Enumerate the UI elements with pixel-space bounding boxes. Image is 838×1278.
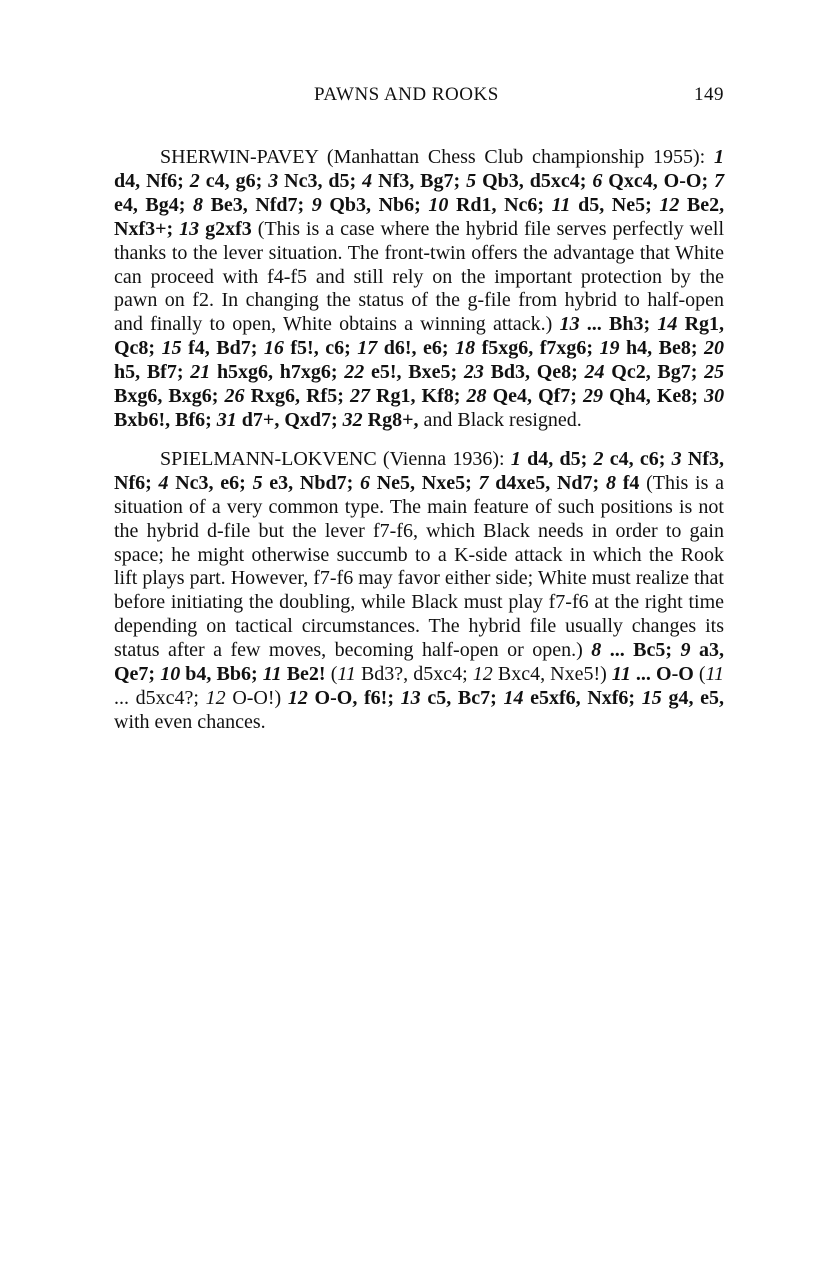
move-notation: ... O-O — [635, 663, 694, 686]
move-number: 11 — [262, 663, 282, 686]
prose-text: ( — [325, 663, 338, 686]
move-number: 20 — [704, 337, 725, 360]
prose-text — [472, 472, 479, 494]
move-number: 7 — [714, 169, 725, 192]
prose-text — [185, 194, 193, 216]
move-notation: c4, g6; — [205, 169, 263, 192]
move-number: 5 — [466, 169, 477, 192]
move-notation: e3, Nbd7; — [269, 471, 354, 494]
move-notation: d4xe5, Nd7; — [495, 471, 600, 494]
prose-text: with even chances. — [114, 710, 266, 733]
move-notation: e4, Bg4; — [114, 193, 186, 216]
move-number: 31 — [216, 408, 237, 431]
move-notation: Nf3, Nf6; — [114, 447, 725, 494]
move-number: 7 — [478, 471, 489, 494]
prose-text — [448, 194, 456, 216]
prose-text: Bd3?, d5xc4; — [355, 663, 473, 686]
move-number: 26 — [224, 385, 245, 408]
move-number: 3 — [671, 447, 682, 470]
prose-text — [601, 639, 609, 661]
prose-text — [304, 194, 312, 216]
move-number: 14 — [657, 313, 678, 336]
move-notation: f5!, c6; — [290, 337, 351, 360]
variation-move-number: 11 — [337, 663, 356, 686]
move-notation: g2xf3 — [205, 217, 252, 240]
move-number: 16 — [263, 337, 284, 360]
move-number: 18 — [455, 337, 476, 360]
prose-text — [203, 194, 211, 216]
prose-text — [394, 687, 401, 709]
move-number: 30 — [704, 385, 725, 408]
move-number: 5 — [252, 471, 263, 494]
game-paragraph-spielmann-lokvenc — [114, 448, 724, 735]
running-title: PAWNS AND ROOKS — [314, 84, 499, 105]
move-number: 8 — [605, 471, 616, 494]
variation-move-number: 12 — [205, 686, 226, 709]
move-notation: b4, Bb6; — [185, 663, 258, 686]
move-notation: Rg1, Kf8; — [376, 385, 461, 408]
move-notation: d5, Ne5; — [578, 193, 652, 216]
move-notation: Rxg6, Rf5; — [250, 385, 344, 408]
move-number: 23 — [463, 361, 484, 384]
move-number: 8 — [591, 639, 602, 662]
prose-text — [484, 361, 491, 383]
move-notation: Be2, Nxf3+; — [114, 193, 725, 240]
prose-text — [308, 687, 315, 709]
move-number: 6 — [592, 169, 603, 192]
move-notation: c4, c6; — [609, 447, 666, 470]
move-notation: f4, Bd7; — [188, 337, 258, 360]
prose-text: Bxc4, Nxe5!) — [492, 663, 612, 686]
move-notation: a3, Qe7; — [114, 639, 725, 686]
move-notation: h5, Bf7; — [114, 361, 184, 384]
move-notation: Qb3, d5xc4; — [482, 169, 587, 192]
move-notation: Rd1, Nc6; — [455, 193, 545, 216]
move-notation: Rg1, Qc8; — [114, 313, 725, 360]
move-notation: f4 — [622, 471, 640, 494]
move-number: 24 — [584, 361, 605, 384]
prose-text — [599, 472, 606, 494]
move-number: 15 — [641, 686, 662, 709]
body-text — [114, 146, 724, 750]
page-number: 149 — [694, 84, 724, 105]
running-head — [114, 84, 724, 110]
move-number: 29 — [583, 385, 604, 408]
move-number: 9 — [311, 193, 322, 216]
move-number: 15 — [161, 337, 182, 360]
move-number: 21 — [190, 361, 211, 384]
move-number: 4 — [158, 471, 169, 494]
move-notation: Nf3, Bg7; — [378, 169, 461, 192]
move-number: 3 — [268, 169, 279, 192]
prose-text: ( — [693, 663, 706, 686]
prose-text — [370, 472, 377, 494]
prose-text — [364, 361, 371, 383]
move-notation: Nc3, e6; — [175, 471, 246, 494]
move-number: 13 — [179, 217, 200, 240]
prose-text: SPIELMANN-LOKVENC (Vienna 1936): — [160, 447, 511, 470]
move-notation: Qxc4, O-O; — [608, 169, 709, 192]
prose-text — [677, 313, 684, 335]
prose-text — [246, 472, 253, 494]
prose-text — [679, 194, 687, 216]
move-number: 6 — [360, 471, 370, 494]
move-notation: d6!, e6; — [383, 337, 449, 360]
prose-text — [571, 194, 579, 216]
move-notation: f5xg6, f7xg6; — [481, 337, 594, 360]
variation-move-number: 12 — [472, 663, 493, 686]
move-number: 10 — [160, 663, 181, 686]
move-notation: Be2! — [286, 663, 326, 686]
move-notation: Qb3, Nb6; — [329, 193, 421, 216]
move-notation: h5xg6, h7xg6; — [216, 361, 338, 384]
move-number: 1 — [510, 447, 521, 470]
move-number: 11 — [551, 193, 571, 216]
prose-text — [672, 639, 680, 661]
move-number: 27 — [349, 385, 370, 408]
prose-text — [152, 472, 159, 494]
move-notation: Ne5, Nxe5; — [376, 471, 472, 494]
move-notation: e5xf6, Nxf6; — [530, 686, 636, 709]
prose-text: (This is a case where the hybrid file serves perfectly well thanks to the lever situation. The front-twin offers the advantage that White can proceed with f4-f5 and still rely on the important protection by the pawn on f2. In changing the status of the g-file from hybrid to half-open and finally to open, White obtains a winning attack.) — [114, 217, 725, 336]
move-notation: ... Bc5; — [609, 639, 673, 662]
move-notation: c5, Bc7; — [427, 686, 497, 709]
move-notation: h4, Be8; — [626, 337, 698, 360]
game-paragraph-sherwin-pavey — [114, 146, 724, 433]
move-notation: Qh4, Ke8; — [609, 385, 698, 408]
prose-text — [691, 639, 699, 661]
prose-text — [635, 687, 642, 709]
prose-text: (This is a situation of a very common type. The main feature of such positions is not the hybrid d-file but the lever f7-f6, which Black needs in order to gain space; he might otherwise succumb to a K-side attack in which the Rook lift plays part. However, f7-f6 may favor either side; White must realize that before initiating the doubling, while Black must play f7-f6 at the right time depending on tactical circumstances. The hybrid file usually changes its status after a few moves, becoming half-open or open.) — [114, 471, 724, 662]
move-notation: O-O, f6!; — [314, 686, 394, 709]
move-notation: d7+, Qxd7; — [241, 408, 338, 431]
move-notation: d4, d5; — [527, 447, 588, 470]
move-number: 12 — [659, 193, 680, 216]
move-number: 9 — [680, 639, 691, 662]
prose-text — [578, 361, 585, 383]
move-notation: Nc3, d5; — [284, 169, 357, 192]
move-notation: Bd3, Qe8; — [490, 361, 578, 384]
move-number: 13 — [400, 686, 421, 709]
move-number: 28 — [466, 385, 487, 408]
move-notation: Qe4, Qf7; — [492, 385, 577, 408]
move-number: 10 — [428, 193, 449, 216]
move-number: 25 — [704, 361, 725, 384]
prose-text: O-O!) — [225, 686, 288, 709]
move-notation: Rg8+, — [367, 408, 419, 431]
prose-text: ... d5xc4?; — [114, 686, 206, 709]
move-notation: Qc2, Bg7; — [611, 361, 698, 384]
prose-text — [544, 194, 552, 216]
move-number: 19 — [599, 337, 620, 360]
prose-text — [580, 313, 587, 335]
prose-text: and Black resigned. — [418, 408, 582, 431]
move-notation: d4, Nf6; — [114, 169, 184, 192]
prose-text: SHERWIN-PAVEY (Manhattan Chess Club championship 1955): — [160, 146, 714, 168]
move-notation: Bxg6, Bxg6; — [114, 385, 219, 408]
move-number: 8 — [193, 193, 203, 216]
move-number: 22 — [344, 361, 365, 384]
move-number: 32 — [342, 408, 363, 431]
move-notation: ... Bh3; — [586, 313, 651, 336]
prose-text — [457, 361, 464, 383]
prose-text — [353, 472, 360, 494]
variation-move-number: 11 — [705, 663, 725, 686]
prose-text — [210, 361, 217, 383]
move-number: 4 — [362, 169, 373, 192]
move-number: 1 — [714, 146, 724, 168]
move-number: 11 — [611, 663, 631, 686]
move-notation: g4, e5, — [668, 686, 724, 709]
move-notation: Bxb6!, Bf6; — [114, 408, 212, 431]
move-number: 13 — [559, 313, 580, 336]
move-number: 2 — [593, 447, 604, 470]
move-number: 12 — [287, 686, 308, 709]
move-notation: Be3, Nfd7; — [210, 193, 305, 216]
move-notation: e5!, Bxe5; — [371, 361, 458, 384]
move-number: 17 — [357, 337, 378, 360]
move-number: 14 — [503, 686, 524, 709]
move-number: 2 — [189, 169, 200, 192]
prose-text — [616, 472, 623, 494]
